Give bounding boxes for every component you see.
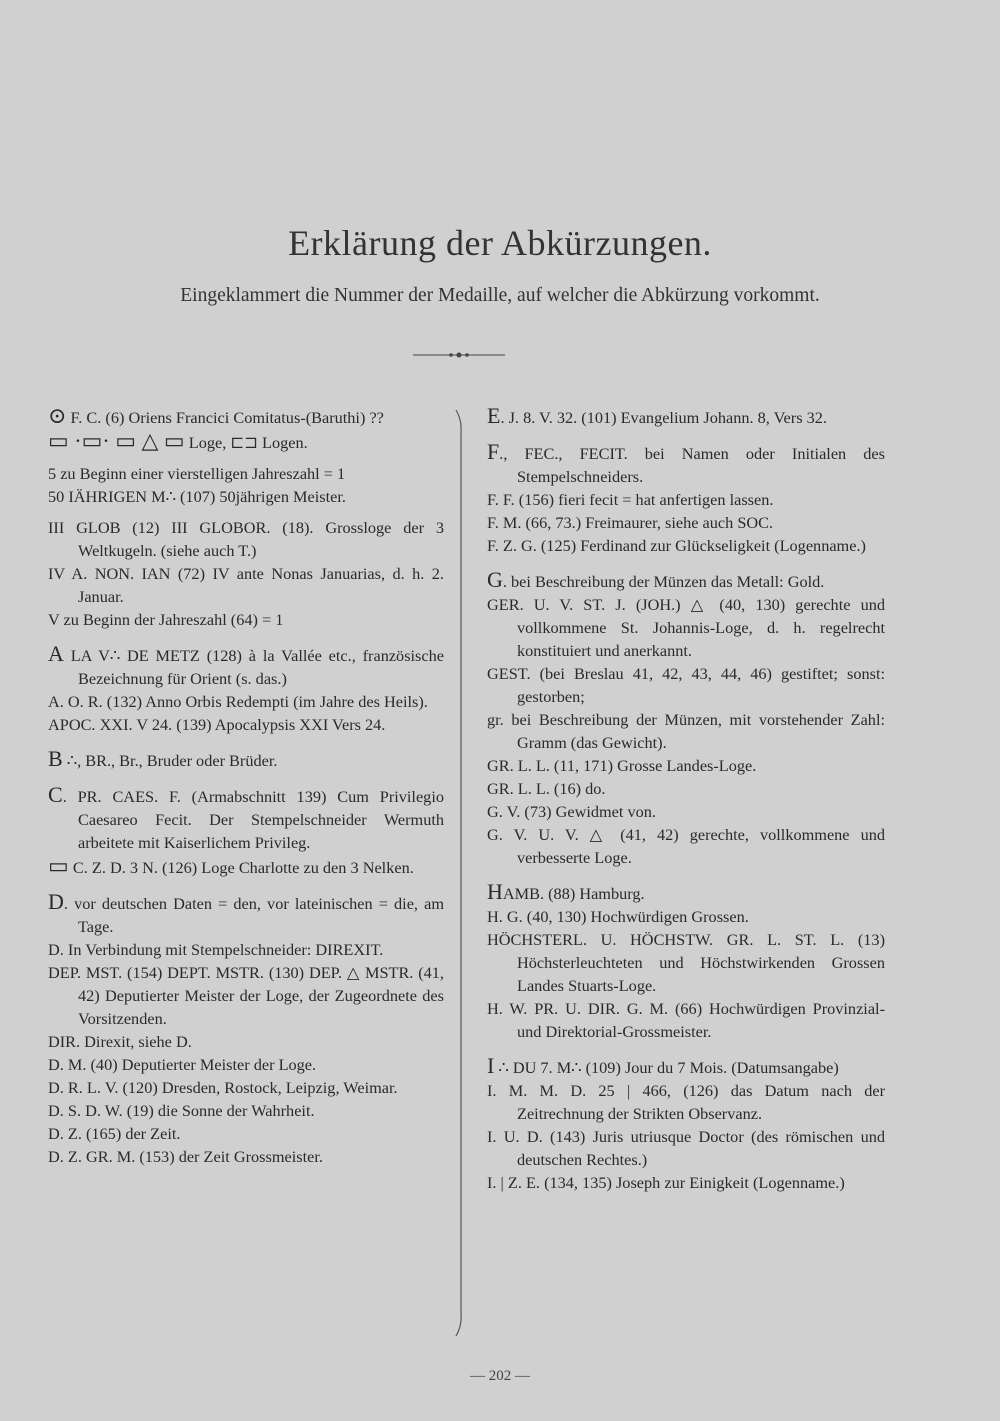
entry-text: D. Z. GR. M. (153) der Zeit Grossmeister. [48, 1147, 323, 1166]
abbreviation-entry [48, 516, 444, 562]
page-subtitle: Eingeklammert die Nummer der Medaille, auf welcher die Abkürzung vorkommt. [180, 285, 820, 306]
entry-text: ., FEC., FECIT. bei Namen oder Initialen des Stempelschneiders. [499, 444, 885, 486]
entry-text: D. M. (40) Deputierter Meister der Loge. [48, 1055, 317, 1074]
entry-text: C. Z. D. 3 N. (126) Loge Charlotte zu den 3 Nelken. [68, 858, 414, 877]
abbreviation-entry [487, 997, 885, 1043]
abbreviation-entry [48, 1145, 444, 1168]
entry-text: . PR. CAES. F. (Armabschnitt 139) Cum Privilegio Caesareo Fecit. Der Stempelschneider Wermuth arbeitete mit Kaiserlichem Privileg. [62, 787, 444, 852]
page-title: Erklärung der Abkürzungen. [288, 223, 712, 263]
entry-text: D. Z. (165) der Zeit. [48, 1124, 181, 1143]
abbreviation-entry [487, 662, 885, 708]
entry-text: DEP. MST. (154) DEPT. MSTR. (130) DEP. △ MSTR. (41, 42) Deputierter Meister der Loge, der Zugeordnete des Vorsitzenden. [48, 963, 444, 1028]
abbreviation-entry [48, 747, 444, 772]
entry-text: GEST. (bei Breslau 41, 42, 43, 44, 46) gestiftet; sonst: gestorben; [487, 664, 885, 706]
entry-initial: D [48, 889, 64, 914]
entry-text: V zu Beginn der Jahreszahl (64) = 1 [48, 610, 284, 629]
entry-initial: ▭ ·▭· ▭ △ ▭ [48, 428, 185, 453]
entry-text: I. | Z. E. (134, 135) Joseph zur Einigkeit (Logenname.) [487, 1173, 845, 1192]
abbreviation-entry [48, 1076, 444, 1099]
entry-text: HÖCHSTERL. U. HÖCHSTW. GR. L. ST. L. (13) Höchsterleuchteten und Höchstwirkenden Grossen Landes Stuarts-Loge. [487, 930, 885, 995]
entry-text: Loge, ⊏⊐ Logen. [184, 433, 308, 452]
right-column [487, 404, 885, 1194]
left-column [48, 404, 444, 1168]
entry-text: F. M. (66, 73.) Freimaurer, siehe auch SOC. [487, 513, 774, 532]
abbreviation-entry [487, 800, 885, 823]
abbreviation-entry [48, 404, 444, 429]
page-number: — 202 — [470, 1368, 530, 1384]
entry-text: . bei Beschreibung der Münzen das Metall: Gold. [502, 572, 825, 591]
abbreviation-entry [487, 593, 885, 662]
entry-initial: ▭ [48, 853, 69, 878]
abbreviation-entry [487, 1125, 885, 1171]
ornament-rule [413, 349, 505, 361]
abbreviation-entry [48, 1099, 444, 1122]
entry-text: LA V∴ DE METZ (128) à la Vallée etc., französische Bezeichnung für Orient (s. das.) [63, 646, 444, 688]
entry-text: GR. L. L. (16) do. [487, 779, 606, 798]
entry-text: gr. bei Beschreibung der Münzen, mit vorstehender Zahl: Gramm (das Gewicht). [487, 710, 885, 752]
entry-text: AMB. (88) Hamburg. [502, 884, 645, 903]
abbreviation-entry [487, 440, 885, 488]
entry-text: . J. 8. V. 32. (101) Evangelium Johann. 8, Vers 32. [500, 408, 827, 427]
abbreviation-entry [48, 783, 444, 854]
entry-text: . vor deutschen Daten = den, vor lateinischen = die, am Tage. [63, 894, 444, 936]
abbreviation-entry [48, 961, 444, 1030]
abbreviation-entry [48, 608, 444, 631]
abbreviation-entry [487, 777, 885, 800]
abbreviation-entry [487, 568, 885, 593]
abbreviation-entry [487, 928, 885, 997]
entry-initial: F [487, 439, 500, 464]
entry-text: G. V. U. V. △ (41, 42) gerechte, vollkommene und verbesserte Loge. [487, 825, 885, 867]
abbreviation-entry [487, 511, 885, 534]
entry-initial: I [487, 1053, 495, 1078]
entry-text: D. In Verbindung mit Stempelschneider: DIREXIT. [48, 940, 384, 959]
entry-initial: B [48, 746, 63, 771]
abbreviation-entry [48, 462, 444, 485]
entry-text: DIR. Direxit, siehe D. [48, 1032, 192, 1051]
abbreviation-entry [48, 854, 444, 879]
abbreviation-entry [487, 1079, 885, 1125]
entry-initial: G [487, 567, 503, 592]
column-divider [452, 408, 472, 1338]
abbreviation-entry [48, 938, 444, 961]
entry-text: F. Z. G. (125) Ferdinand zur Glückseligkeit (Logenname.) [487, 536, 866, 555]
abbreviation-entry [48, 562, 444, 608]
abbreviation-entry [487, 404, 885, 429]
entry-text: 5 zu Beginn einer vierstelligen Jahreszahl = 1 [48, 464, 346, 483]
abbreviation-entry [487, 708, 885, 754]
entry-text: ∴ DU 7. M∴ (109) Jour du 7 Mois. (Datumsangabe) [494, 1058, 839, 1077]
entry-text: 50 IÄHRIGEN M∴ (107) 50jährigen Meister. [48, 487, 346, 506]
abbreviation-entry [48, 642, 444, 690]
entry-text: H. W. PR. U. DIR. G. M. (66) Hochwürdigen Provinzial- und Direktorial-Grossmeister. [487, 999, 885, 1041]
abbreviation-entry [487, 905, 885, 928]
abbreviation-entry [48, 1053, 444, 1076]
entry-text: I. U. D. (143) Juris utriusque Doctor (des römischen und deutschen Rechtes.) [487, 1127, 885, 1169]
entry-text: GR. L. L. (11, 171) Grosse Landes-Loge. [487, 756, 757, 775]
entry-text: D. R. L. V. (120) Dresden, Rostock, Leipzig, Weimar. [48, 1078, 398, 1097]
entry-text: H. G. (40, 130) Hochwürdigen Grossen. [487, 907, 749, 926]
entry-text: APOC. XXI. V 24. (139) Apocalypsis XXI Vers 24. [48, 715, 386, 734]
abbreviation-entry [48, 1122, 444, 1145]
entry-text: ∴, BR., Br., Bruder oder Brüder. [62, 751, 278, 770]
entry-text: G. V. (73) Gewidmet von. [487, 802, 656, 821]
entry-initial: C [48, 782, 63, 807]
abbreviation-entry [487, 534, 885, 557]
entry-text: F. F. (156) fieri fecit = hat anfertigen lassen. [487, 490, 774, 509]
abbreviation-entry [487, 754, 885, 777]
abbreviation-entry [487, 1171, 885, 1194]
entry-text: D. S. D. W. (19) die Sonne der Wahrheit. [48, 1101, 315, 1120]
entry-text: F. C. (6) Oriens Francici Comitatus-(Baruthi) ?? [66, 408, 384, 427]
entry-text: A. O. R. (132) Anno Orbis Redempti (im Jahre des Heils). [48, 692, 428, 711]
entry-text: III GLOB (12) III GLOBOR. (18). Grossloge der 3 Weltkugeln. (siehe auch T.) [48, 518, 444, 560]
abbreviation-entry [487, 880, 885, 905]
abbreviation-entry [48, 890, 444, 938]
entry-text: I. M. M. D. 25 | 466, (126) das Datum nach der Zeitrechnung der Strikten Observanz. [487, 1081, 885, 1123]
abbreviation-entry [48, 1030, 444, 1053]
entry-initial: ⊙ [48, 403, 67, 428]
entry-initial: A [48, 641, 64, 666]
entry-text: IV A. NON. IAN (72) IV ante Nonas Januarias, d. h. 2. Januar. [48, 564, 444, 606]
entry-text: GER. U. V. ST. J. (JOH.) △ (40, 130) gerechte und vollkommene St. Johannis-Loge, d. h. regelrecht konstituiert und anerkannt. [487, 595, 885, 660]
abbreviation-entry [48, 429, 444, 454]
abbreviation-entry [487, 1054, 885, 1079]
abbreviation-entry [487, 823, 885, 869]
abbreviation-entry [48, 690, 444, 713]
abbreviation-entry [48, 485, 444, 508]
entry-initial: H [487, 879, 503, 904]
abbreviation-entry [487, 488, 885, 511]
entry-initial: E [487, 403, 501, 428]
abbreviation-entry [48, 713, 444, 736]
